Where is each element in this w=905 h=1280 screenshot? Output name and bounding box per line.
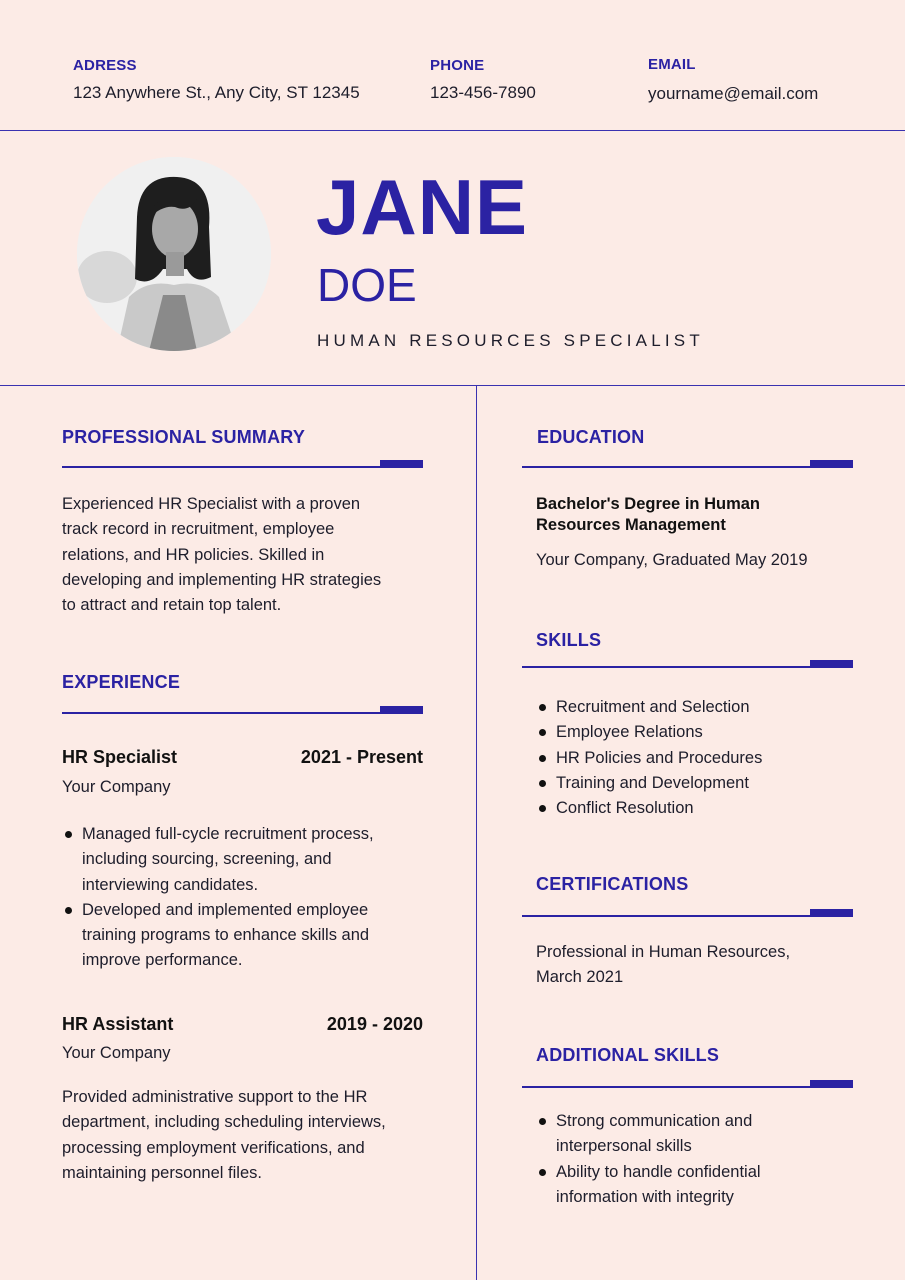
job-1-company: Your Company <box>62 778 171 796</box>
skills-rule-accent <box>810 660 853 668</box>
job-1-role: HR Specialist <box>62 747 178 767</box>
education-detail: Your Company, Graduated May 2019 <box>536 551 808 569</box>
certifications-text: Professional in Human Resources, March 2021 <box>536 943 791 987</box>
job-1-years: 2021 - Present <box>300 747 423 767</box>
certifications-rule-accent <box>810 909 853 917</box>
education-title: EDUCATION <box>537 427 645 447</box>
email-label: EMAIL <box>648 56 696 73</box>
education-rule <box>522 466 853 468</box>
summary-rule-accent <box>380 460 423 468</box>
list-item: Developed and implemented employee training programs to enhance skills and improve performance. <box>62 898 442 974</box>
column-divider <box>476 385 477 1280</box>
job-2-company: Your Company <box>62 1044 171 1062</box>
list-item: HR Policies and Procedures <box>536 746 866 771</box>
certifications-rule <box>522 915 853 917</box>
phone-label: PHONE <box>430 57 485 74</box>
experience-title: EXPERIENCE <box>62 672 181 692</box>
profile-photo <box>77 157 271 351</box>
job-2-description: Provided administrative support to the HR department, including scheduling interviews, processing employment verifications, and maintaining personnel files. <box>62 1088 386 1182</box>
list-item: Strong communication and interpersonal skills <box>536 1109 866 1160</box>
skills-rule <box>522 666 853 668</box>
experience-rule-accent <box>380 706 423 714</box>
additional-skills-list <box>536 1109 866 1210</box>
summary-title: PROFESSIONAL SUMMARY <box>62 427 306 447</box>
degree-name: Bachelor's Degree in Human Resources Management <box>536 495 760 534</box>
address-value: 123 Anywhere St., Any City, ST 12345 <box>73 83 360 102</box>
list-item: Employee Relations <box>536 720 866 745</box>
first-name: JANE <box>316 163 529 251</box>
skills-list <box>536 695 866 821</box>
additional-skills-title: ADDITIONAL SKILLS <box>536 1045 720 1065</box>
job-1-bullets <box>62 822 442 974</box>
certifications-title: CERTIFICATIONS <box>536 874 689 894</box>
list-item: Ability to handle confidential information with integrity <box>536 1160 866 1211</box>
list-item: Managed full-cycle recruitment process, including sourcing, screening, and interviewing candidates. <box>62 822 442 898</box>
skills-title: SKILLS <box>536 630 602 650</box>
email-value: yourname@email.com <box>648 84 819 103</box>
address-label: ADRESS <box>73 57 137 74</box>
experience-rule <box>62 712 423 714</box>
summary-rule <box>62 466 423 468</box>
job-2-role: HR Assistant <box>62 1014 174 1034</box>
additional-skills-rule-accent <box>810 1080 853 1088</box>
person-portrait-icon <box>77 157 271 351</box>
phone-value: 123-456-7890 <box>430 83 536 102</box>
list-item: Conflict Resolution <box>536 796 866 821</box>
job-2-years: 2019 - 2020 <box>326 1014 423 1034</box>
job-title: HUMAN RESOURCES SPECIALIST <box>317 331 704 350</box>
list-item: Training and Development <box>536 771 866 796</box>
last-name: DOE <box>317 259 417 311</box>
education-rule-accent <box>810 460 853 468</box>
header-divider-top <box>0 130 905 131</box>
summary-text: Experienced HR Specialist with a proven track record in recruitment, employee relations, and HR policies. Skilled in developing and implementing HR strategies to attract and retain top talent. <box>62 495 382 615</box>
list-item: Recruitment and Selection <box>536 695 866 720</box>
header-divider-bottom <box>0 385 905 386</box>
additional-skills-rule <box>522 1086 853 1088</box>
